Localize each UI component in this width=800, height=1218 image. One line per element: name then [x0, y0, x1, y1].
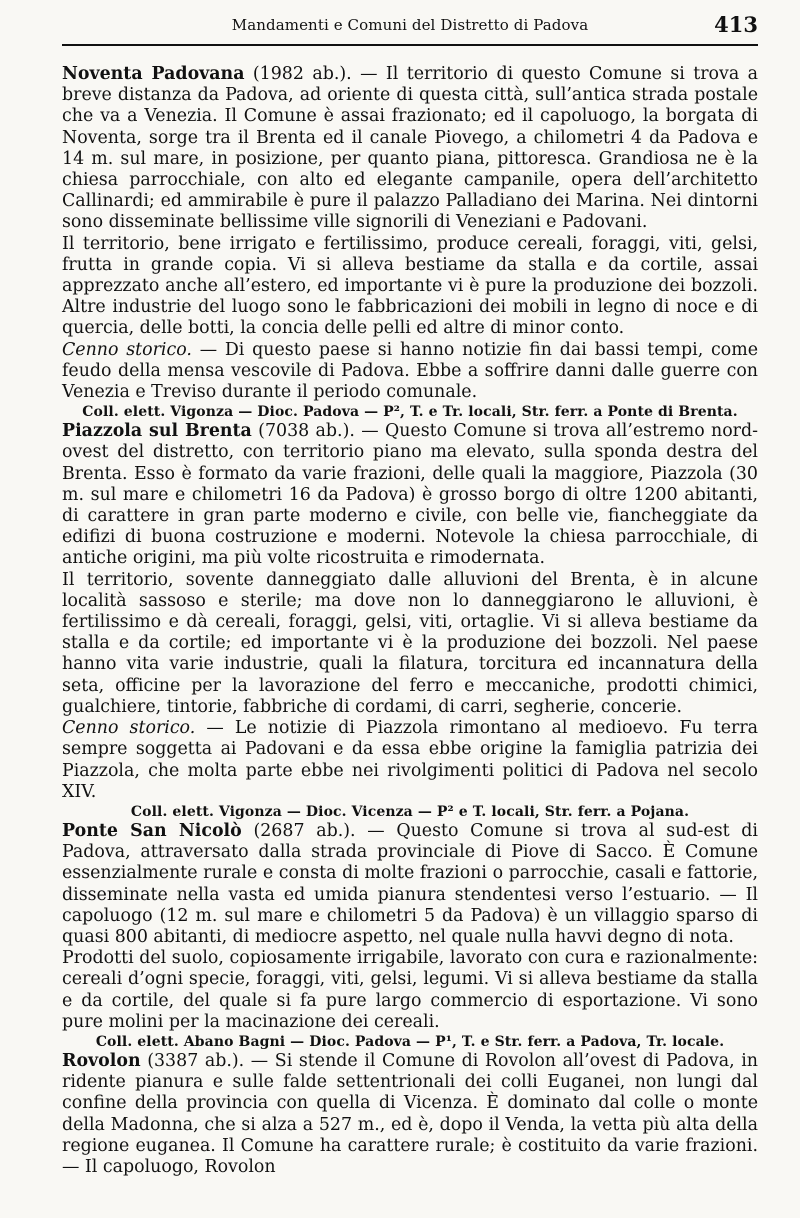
entry-rovolon: [62, 1051, 758, 1178]
entry-paragraph-text: Il territorio, sovente danneggiato dalle alluvioni del Brenta, è in alcune località sassoso e sterile; ma dove non lo danneggiarono le alluvioni, è fertilissimo e dà cereali, foraggi, gelsi, viti, ortaglie. Vi si alleva bestiame da stalla e da cortile; ed importante vi è la produzione dei bozzoli. Nel paese hanno vita varie industrie, quali la filatura, torcitura ed incannatura della seta, officine per la lavorazione del ferro e meccaniche, prodotti chimici, gualchiere, tintorie, fabbriche di cordami, di carri, segherie, concerie.: [62, 569, 758, 717]
entry-name: Ponte San Nicolò: [62, 820, 242, 841]
historical-note-text: — Le notizie di Piazzola rimontano al medioevo. Fu terra sempre soggetta ai Padovani e da essa ebbe origine la famiglia patrizia dei Piazzola, che molta parte ebbe nei rivolgimenti politici di Padova nel secolo XIV.: [62, 718, 759, 802]
entry-collegio-line: Coll. elett. Vigonza — Dioc. Vicenza — P² e T. locali, Str. ferr. a Pojana.: [130, 803, 690, 820]
entry-lead-text: (1982 ab.). — Il territorio di questo Comune si trova a breve distanza da Padova, ad oriente di questa città, sull’antica strada postale che va a Venezia. Il Comune è assai frazionato; ed il capoluogo, la borgata di Noventa, sorge tra il Brenta ed il canale Piovego, a chilometri 4 da Padova e 14 m. sul mare, in posizione, per quanto piana, pittoresca. Grandiosa ne è la chiesa parrocchiale, con alto ed elegante campanile, opera dell’architetto Callinardi; ed ammirabile è pure il palazzo Palladiano dei Marina. Nei dintorni sono disseminate bellissime ville signorili di Veneziani e Padovani.: [62, 64, 758, 233]
historical-note-label: Cenno storico.: [62, 339, 192, 360]
entry-lead-text: (3387 ab.). — Si stende il Comune di Rovolon all’ovest di Padova, in ridente pianura e sulle falde settentrionali dei colli Euganei, non lungi dal confine della provincia con quella di Vicenza. È dominato dal colle o monte della Madonna, che si alza a 527 m., ed è, dopo il Venda, la vetta più alta della regione euganea. Il Comune ha carattere rurale; è costituito da varie frazioni. — Il capoluogo, Rovolon: [62, 1050, 758, 1177]
entry-lead-text: (7038 ab.). — Questo Comune si trova all’estremo nord-ovest del distretto, con territorio piano ma elevato, sulla sponda destra del Brenta. Esso è formato da varie frazioni, delle quali la maggiore, Piazzola (30 m. sul mare e chilometri 16 da Padova) è grosso borgo di oltre 1200 abitanti, di carattere in gran parte moderno e civile, con belle vie, fiancheggiate da edifizi di buona costruzione e moderni. Notevole la chiesa parrocchiale, di antiche origini, ma più volte ricostruita e rimodernata.: [62, 421, 758, 569]
entry-lead-paragraph: [62, 64, 758, 234]
main-text: [62, 64, 758, 1178]
entry-name: Noventa Padovana: [62, 64, 245, 84]
entry-lead-paragraph: [62, 421, 758, 569]
entry-historical-note: [62, 718, 758, 803]
entry-collegio-line: Coll. elett. Abano Bagni — Dioc. Padova — P¹, T. e Str. ferr. a Padova, Tr. locale.: [95, 1033, 725, 1050]
entry-noventa-padovana: [62, 64, 758, 421]
header-title: Mandamenti e Comuni del Distretto di Padova: [231, 16, 589, 34]
entry-lead-paragraph: [62, 821, 758, 948]
entry-paragraph: [62, 234, 758, 340]
entry-piazzola-sul-brenta: [62, 421, 758, 821]
running-header: [62, 10, 758, 42]
entry-paragraph: [62, 948, 758, 1033]
header-rule: [62, 44, 758, 46]
page-number: 413: [714, 12, 758, 37]
entry-historical-note: [62, 340, 758, 404]
entry-lead-paragraph: [62, 1051, 758, 1178]
historical-note-label: Cenno storico.: [62, 718, 196, 739]
entry-collegio-line: Coll. elett. Vigonza — Dioc. Padova — P², T. e Tr. locali, Str. ferr. a Ponte di Brenta.: [82, 404, 738, 421]
entry-ponte-san-nicolo: [62, 821, 758, 1051]
entry-lead-text: (2687 ab.). — Questo Comune si trova al sud-est di Padova, attraversato dalla strada provinciale di Piove di Sacco. È Comune essenzialmente rurale e consta di molte frazioni o parrocchie, casali e fattorie, disseminate nella vasta ed umida pianura stendentesi verso l’estuario. — Il capoluogo (12 m. sul mare e chilometri 5 da Padova) è un villaggio sparso di quasi 800 abitanti, di mediocre aspetto, nel quale nulla havvi degno di nota.: [62, 820, 758, 947]
entry-paragraph-text: Il territorio, bene irrigato e fertilissimo, produce cereali, foraggi, viti, gelsi, frutta in grande copia. Vi si alleva bestiame da stalla e da cortile, assai apprezzato anche all’estero, ed importante vi è pure la produzione dei bozzoli. Altre industrie del luogo sono le fabbricazioni dei mobili in legno di noce e di quercia, delle botti, la concia delle pelli ed altre di minor conto.: [62, 233, 758, 339]
historical-note-text: — Di questo paese si hanno notizie fin dai bassi tempi, come feudo della mensa vescovile di Padova. Ebbe a soffrire danni dalle guerre con Venezia e Treviso durante il periodo comunale.: [62, 339, 759, 403]
entry-paragraph: [62, 570, 758, 718]
entry-name: Rovolon: [62, 1050, 141, 1071]
entry-name: Piazzola sul Brenta: [62, 421, 252, 442]
entry-paragraph-text: Prodotti del suolo, copiosamente irrigabile, lavorato con cura e razionalmente: cereali d’ogni specie, foraggi, viti, gelsi, legumi. Vi si alleva bestiame da stalla e da cortile, del quale si fa pure largo commercio di esportazione. Vi sono pure molini per la macinazione dei cereali.: [62, 948, 758, 1032]
